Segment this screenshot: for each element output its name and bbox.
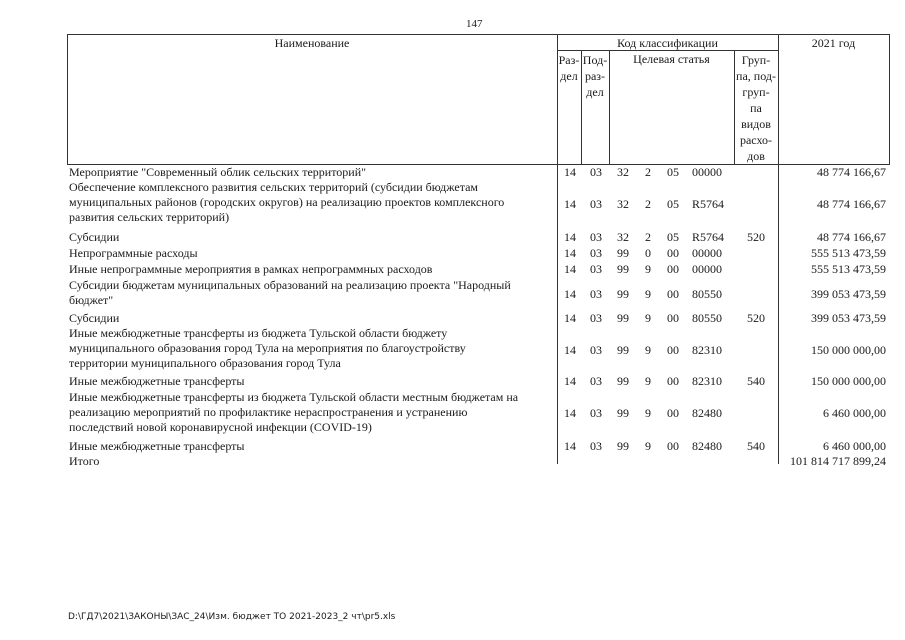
- row-name: Иные межбюджетные трансферты из бюджета Тульской области бюджету муниципального образования город Тула на мероприятия по благоустройству территории муниципального образования город Тула: [69, 326, 466, 370]
- row-subsection: 03: [590, 197, 602, 211]
- row-target-2: 2: [645, 165, 651, 179]
- row-name: Иные межбюджетные трансферты: [69, 439, 245, 453]
- row-amount: 48 774 166,67: [817, 230, 886, 244]
- row-name: Итого: [69, 454, 100, 468]
- row-target-1: 99: [617, 311, 629, 325]
- row-section: 14: [564, 246, 576, 260]
- row-section: 14: [564, 311, 576, 325]
- row-section: 14: [564, 374, 576, 388]
- row-target-2: 9: [645, 439, 651, 453]
- row-amount: 555 513 473,59: [811, 246, 886, 260]
- row-section: 14: [564, 439, 576, 453]
- row-target-1: 32: [617, 230, 629, 244]
- row-target-2: 9: [645, 262, 651, 276]
- row-target-2: 9: [645, 343, 651, 357]
- row-section: 14: [564, 262, 576, 276]
- row-target-4: 00000: [692, 165, 722, 179]
- row-target-4: 80550: [692, 311, 722, 325]
- row-target-3: 00: [667, 343, 679, 357]
- row-subsection: 03: [590, 262, 602, 276]
- row-target-2: 0: [645, 246, 651, 260]
- row-group: 520: [747, 230, 765, 244]
- row-target-4: 00000: [692, 262, 722, 276]
- row-target-3: 05: [667, 230, 679, 244]
- divider-group: [778, 34, 779, 464]
- row-target-1: 99: [617, 406, 629, 420]
- row-name: Непрограммные расходы: [69, 246, 198, 260]
- border-right: [889, 34, 890, 165]
- row-target-4: R5764: [692, 197, 725, 211]
- row-target-2: 9: [645, 374, 651, 388]
- row-target-3: 00: [667, 311, 679, 325]
- row-section: 14: [564, 343, 576, 357]
- row-target-2: 2: [645, 197, 651, 211]
- row-target-4: R5764: [692, 230, 725, 244]
- row-amount: 101 814 717 899,24: [790, 454, 886, 468]
- file-path-footer: D:\ГД7\2021\ЗАКОНЫ\ЗАС_24\Изм. бюджет ТО 2021-2023_2 чт\pr5.xls: [68, 612, 396, 622]
- row-name: Субсидии бюджетам муниципальных образований на реализацию проекта "Народный бюджет": [69, 278, 511, 307]
- row-section: 14: [564, 197, 576, 211]
- row-amount: 150 000 000,00: [811, 374, 886, 388]
- row-name: Иные межбюджетные трансферты: [69, 374, 245, 388]
- row-target-1: 32: [617, 197, 629, 211]
- row-name: Субсидии: [69, 230, 120, 244]
- header-subsection: Под- раз- дел: [582, 53, 608, 99]
- row-section: 14: [564, 165, 576, 179]
- row-section: 14: [564, 406, 576, 420]
- row-group: 520: [747, 311, 765, 325]
- row-target-3: 00: [667, 374, 679, 388]
- row-amount: 150 000 000,00: [811, 343, 886, 357]
- row-amount: 399 053 473,59: [811, 311, 886, 325]
- divider-subsection: [609, 50, 610, 165]
- row-target-3: 00: [667, 439, 679, 453]
- row-subsection: 03: [590, 165, 602, 179]
- row-group: 540: [747, 439, 765, 453]
- table-top-border: [67, 34, 890, 35]
- row-target-2: 9: [645, 287, 651, 301]
- row-target-3: 00: [667, 287, 679, 301]
- row-subsection: 03: [590, 439, 602, 453]
- row-section: 14: [564, 230, 576, 244]
- row-target-1: 99: [617, 287, 629, 301]
- row-target-4: 00000: [692, 246, 722, 260]
- row-target-2: 2: [645, 230, 651, 244]
- row-amount: 555 513 473,59: [811, 262, 886, 276]
- row-target-3: 05: [667, 165, 679, 179]
- row-target-1: 99: [617, 343, 629, 357]
- row-subsection: 03: [590, 374, 602, 388]
- row-target-4: 82310: [692, 374, 722, 388]
- page-number: 147: [466, 18, 483, 30]
- row-target-1: 32: [617, 165, 629, 179]
- row-name: Иные непрограммные мероприятия в рамках непрограммных расходов: [69, 262, 433, 276]
- row-target-2: 9: [645, 311, 651, 325]
- header-name: Наименование: [274, 36, 350, 50]
- row-name: Субсидии: [69, 311, 120, 325]
- row-target-1: 99: [617, 374, 629, 388]
- header-year: 2021 год: [811, 36, 856, 50]
- row-target-3: 05: [667, 197, 679, 211]
- row-amount: 48 774 166,67: [817, 197, 886, 211]
- row-subsection: 03: [590, 246, 602, 260]
- header-classification: Код классификации: [617, 36, 718, 50]
- row-group: 540: [747, 374, 765, 388]
- header-section: Раз- дел: [558, 53, 580, 83]
- row-name: Обеспечение комплексного развития сельских территорий (субсидии бюджетам муниципальных районов (городских округов) на реализацию проектов комплексного развития сельских территорий): [69, 180, 505, 224]
- row-amount: 6 460 000,00: [823, 406, 886, 420]
- header-group: Груп- па, под- груп- па видов расхо- дов: [736, 53, 776, 163]
- row-target-3: 00: [667, 246, 679, 260]
- row-section: 14: [564, 287, 576, 301]
- row-subsection: 03: [590, 230, 602, 244]
- row-target-4: 82480: [692, 439, 722, 453]
- row-target-4: 82310: [692, 343, 722, 357]
- row-amount: 399 053 473,59: [811, 287, 886, 301]
- row-target-1: 99: [617, 439, 629, 453]
- row-target-4: 80550: [692, 287, 722, 301]
- row-target-3: 00: [667, 262, 679, 276]
- row-target-2: 9: [645, 406, 651, 420]
- row-target-1: 99: [617, 246, 629, 260]
- row-amount: 48 774 166,67: [817, 165, 886, 179]
- row-subsection: 03: [590, 287, 602, 301]
- divider-name: [557, 34, 558, 464]
- row-subsection: 03: [590, 311, 602, 325]
- row-amount: 6 460 000,00: [823, 439, 886, 453]
- row-target-1: 99: [617, 262, 629, 276]
- row-subsection: 03: [590, 406, 602, 420]
- row-target-3: 00: [667, 406, 679, 420]
- row-target-4: 82480: [692, 406, 722, 420]
- border-left: [67, 34, 68, 165]
- row-name: Иные межбюджетные трансферты из бюджета Тульской области местным бюджетам на реализацию мероприятий по профилактике нераспространения и устранению последствий новой коронавирусной инфекции (COVID-19): [69, 390, 519, 434]
- row-subsection: 03: [590, 343, 602, 357]
- header-target: Целевая статья: [633, 52, 710, 66]
- row-name: Мероприятие "Современный облик сельских территорий": [69, 165, 367, 179]
